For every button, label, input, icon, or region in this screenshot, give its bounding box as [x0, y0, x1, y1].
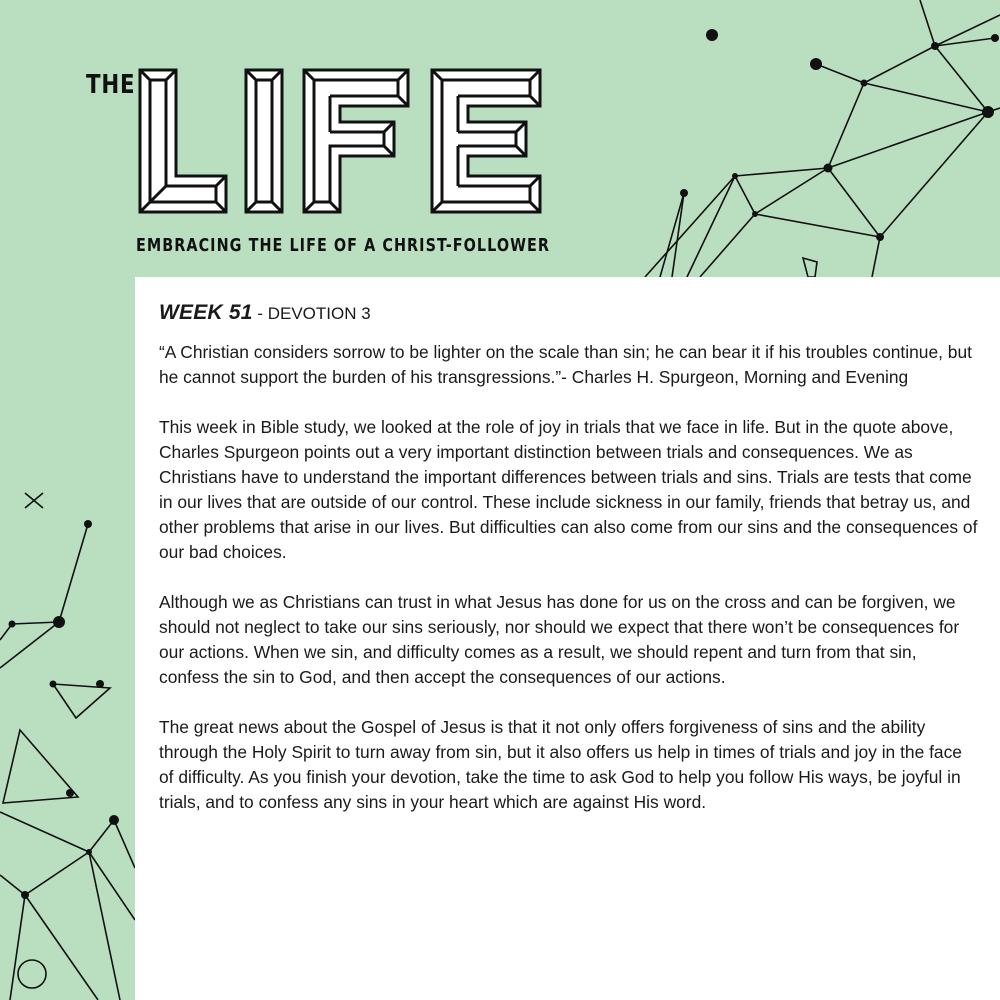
constellation-dots-top-right	[680, 29, 999, 241]
body-paragraph: Although we as Christians can trust in what Jesus has done for us on the cross and can be forgiven, we should not neglect to take our sins seriously, nor should we expect that there won’t be consequences for our actions. When we sin, and difficulty comes as a result, we should repent and turn from that sin, confess the sin to God, and then accept the consequences of our actions.	[159, 592, 960, 687]
week-label: WEEK 51	[159, 301, 253, 324]
body-paragraph: The great news about the Gospel of Jesus is that it not only offers forgiveness of sins and the ability through the Holy Spirit to turn away from sin, but it also offers us help in times of trials and joy in the face of difficulty. As you finish your devotion, take the time to ask God to help you follow His ways, be joyful in trials, and to confess any sins in your heart which are against His word.	[159, 717, 962, 812]
life-logo	[136, 66, 546, 216]
devotion-body	[159, 340, 979, 840]
body-paragraph: This week in Bible study, we looked at the role of joy in trials that we face in life. But in the quote above, Charles Spurgeon points out a very important distinction between trials and consequences. We as Christians have to understand the important differences between trials and sins. Trials are tests that come in our lives that are outside of our control. These include sickness in our family, friends that betray us, and other problems that arise in our lives. But difficulties can also come from our sins and the consequences of our bad choices.	[159, 417, 978, 562]
logo-tagline: EMBRACING THE LIFE OF A CHRIST-FOLLOWER	[136, 235, 551, 256]
constellation-lines-top-right	[645, 0, 1000, 277]
logo-letter-l	[140, 70, 226, 212]
devotion-label: - DEVOTION 3	[257, 304, 371, 323]
devotion-heading	[159, 301, 371, 325]
logo-letter-i	[246, 70, 282, 212]
logo-the-word: THE	[86, 70, 136, 100]
logo-letter-e	[432, 70, 540, 212]
constellation-lines-left	[0, 493, 135, 1000]
logo-letter-f	[304, 70, 408, 212]
devotion-panel	[135, 277, 1000, 1000]
constellation-dots-left	[9, 520, 120, 899]
quote-paragraph: “A Christian considers sorrow to be lighter on the scale than sin; he can bear it if his troubles continue, but he cannot support the burden of his transgressions.”- Charles H. Spurgeon, Morning and Evening	[159, 342, 972, 387]
